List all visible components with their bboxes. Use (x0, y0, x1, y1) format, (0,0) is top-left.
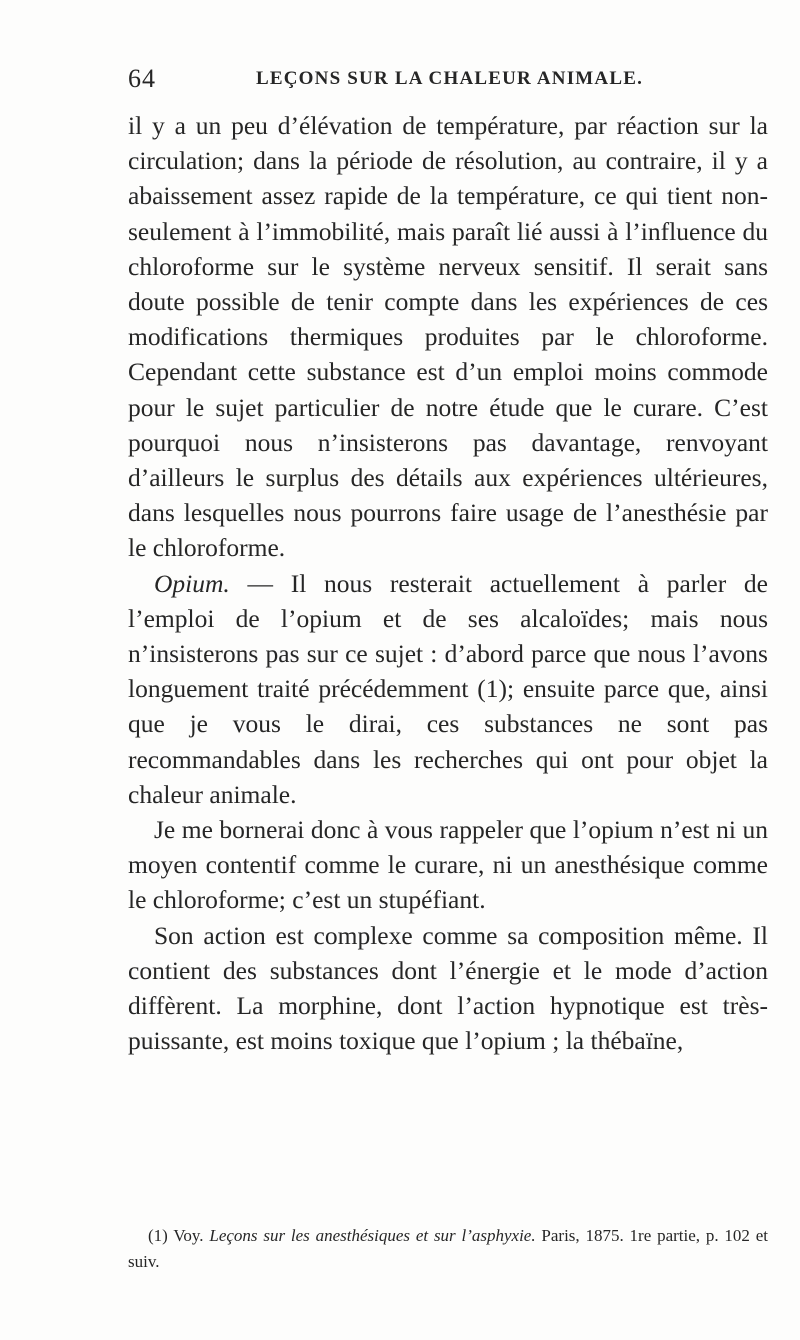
paragraph-text: — Il nous resterait actuellement à parler de l’emploi de l’opium et de ses alcaloïdes; mais nous n’insisterons pas sur ce sujet : d’abord parce que nous l’avons longuement traité précédemment (1); ensuite parce que, ainsi que je vous le dirai, ces substances ne sont pas recommandables dans les recherches qui ont pour objet la chaleur animale. (128, 568, 768, 809)
paragraph-lead-italic: Opium. (154, 568, 230, 598)
paragraph-action (128, 918, 768, 1059)
paragraph-text: Son action est complexe comme sa composition même. Il contient des substances dont l’énergie et le mode d’action diffèrent. La morphine, dont l’action hypnotique est très-puissante, est moins toxique que l’opium ; la thébaïne, (128, 920, 768, 1056)
body-text (128, 108, 768, 1058)
footnotes (128, 1223, 768, 1275)
running-head: LEÇONS SUR LA CHALEUR ANIMALE. (256, 68, 644, 89)
footnote-rest: Paris, 1875. 1re partie, p. 102 et suiv. (128, 1226, 768, 1271)
footnote (128, 1223, 768, 1275)
page-header (128, 64, 768, 94)
paragraph-opium (128, 566, 768, 812)
page-number: 64 (128, 64, 156, 93)
footnote-marker: (1) Voy. (148, 1226, 210, 1245)
paragraph-text: Je me bornerai donc à vous rappeler que l’opium n’est ni un moyen contentif comme le curare, ni un anesthésique comme le chloroforme; c’est un stupéfiant. (128, 815, 768, 915)
paragraph-stupefiant (128, 812, 768, 918)
paragraph-text: il y a un peu d’élévation de température, par réaction sur la circulation; dans la période de résolution, au contraire, il y a abaissement assez rapide de la température, ce qui tient non-seulement à l’immobilité, mais paraît lié aussi à l’influence du chloroforme sur le système nerveux sensitif. Il serait sans doute possible de tenir compte dans les expériences de ces modifications thermiques produites par le chloroforme. Cependant cette substance est d’un emploi moins commode pour le sujet particulier de notre étude que le curare. C’est pourquoi nous n’insisterons pas davantage, renvoyant d’ailleurs le surplus des détails aux expériences ultérieures, dans lesquelles nous pourrons faire usage de l’anesthésie par le chloroforme. (128, 111, 768, 563)
paragraph-continuation (128, 108, 768, 566)
footnote-title: Leçons sur les anesthésiques et sur l’asphyxie. (209, 1226, 536, 1245)
